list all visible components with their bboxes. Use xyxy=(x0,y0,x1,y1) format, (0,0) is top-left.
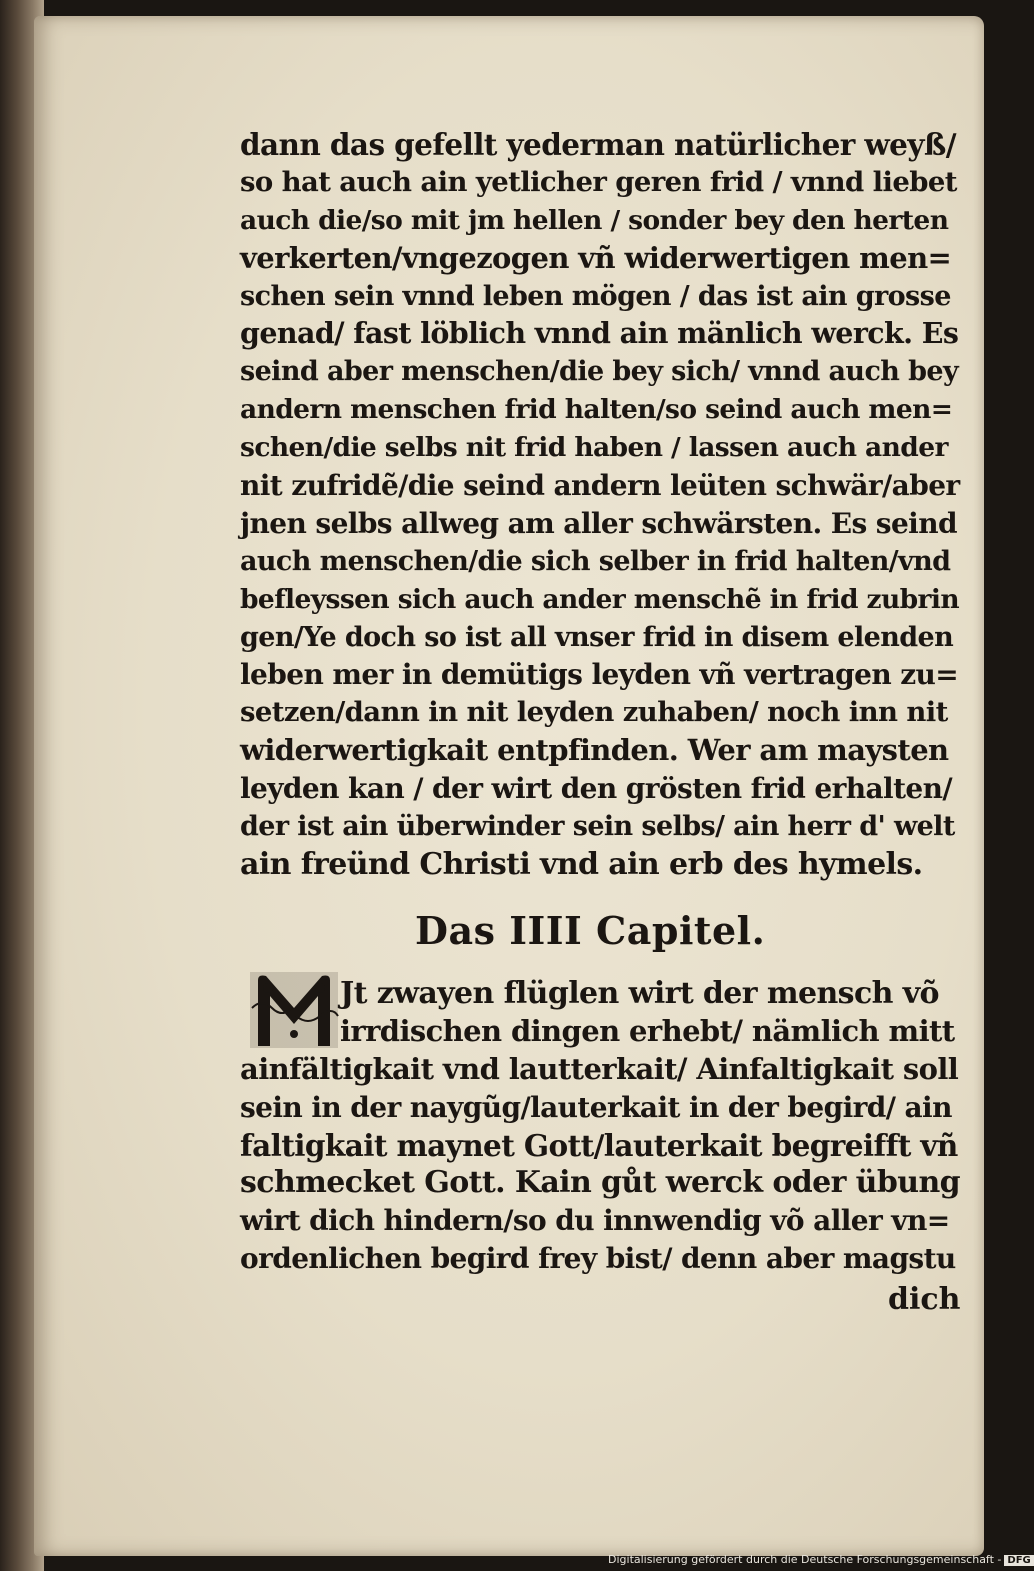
chapter-heading: Das IIII Capitel. xyxy=(415,908,766,953)
dfg-logo-badge: DFG xyxy=(1004,1555,1033,1566)
text-line: leyden kan / der wirt den grösten frid erhalten/ xyxy=(240,772,953,806)
paragraph-1 xyxy=(240,126,960,884)
text-line: genad/ fast löblich vnnd ain mänlich werck. Es xyxy=(240,316,959,351)
text-line: Jt zwayen flüglen wirt der mensch võ xyxy=(340,976,939,1011)
text-line: irrdischen dingen erhebt/ nämlich mitt xyxy=(340,1013,955,1048)
text-line: ain freünd Christi vnd ain erb des hymels. xyxy=(240,846,923,882)
text-line: dann das gefellt yederman natürlicher weyß/ xyxy=(240,127,956,162)
text-line: auch die/so mit jm hellen / sonder bey den herten xyxy=(240,204,949,236)
text-line: verkerten/vngezogen vñ widerwertigen men= xyxy=(240,240,952,275)
footer-text: Digitalisierung gefördert durch die Deutsche Forschungsgemeinschaft - xyxy=(608,1553,1002,1566)
text-line: ordenlichen begird frey bist/ denn aber magstu xyxy=(240,1242,956,1276)
text-line: schen/die selbs nit frid haben / lassen auch ander xyxy=(240,432,948,464)
digitization-footer xyxy=(608,1553,1034,1566)
text-line: jnen selbs allweg am aller schwärsten. Es seind xyxy=(240,506,957,540)
text-line: gen/Ye doch so ist all vnser frid in disem elenden xyxy=(240,621,954,653)
text-line: faltigkait maynet Gott/lauterkait begreifft vñ xyxy=(240,1127,958,1163)
text-line: ainfältigkait vnd lautterkait/ Ainfaltigkait soll xyxy=(240,1051,959,1086)
text-line: schen sein vnnd leben mögen / das ist ain grosse xyxy=(240,280,951,312)
text-line: nit zufridẽ/die seind andern leüten schwär/aber xyxy=(240,469,960,503)
text-line: auch menschen/die sich selber in frid halten/vnd xyxy=(240,545,951,577)
text-line: sein in der naygũg/lauterkait in der begird/ ain xyxy=(240,1090,952,1124)
text-line: widerwertigkait entpfinden. Wer am maysten xyxy=(240,733,949,768)
text-line: befleyssen sich auch ander menschẽ in frid zubrin xyxy=(240,583,960,615)
text-line: setzen/dann in nit leyden zuhaben/ noch inn nit xyxy=(240,696,948,729)
text-line: leben mer in demütigs leyden vñ vertragen zu= xyxy=(240,658,959,692)
text-line: seind aber menschen/die bey sich/ vnnd auch bey xyxy=(240,356,959,388)
text-line: andern menschen frid halten/so seind auch men= xyxy=(240,394,953,426)
text-line: wirt dich hindern/so du innwendig võ aller vn= xyxy=(240,1204,950,1238)
catchword: dich xyxy=(888,1282,961,1317)
paragraph-2 xyxy=(240,975,960,1278)
text-line: der ist ain überwinder sein selbs/ ain herr d' welt xyxy=(240,811,955,843)
text-line: schmecket Gott. Kain gůt werck oder übung xyxy=(240,1165,961,1201)
text-line: so hat auch ain yetlicher geren frid / vnnd liebet xyxy=(240,165,957,198)
